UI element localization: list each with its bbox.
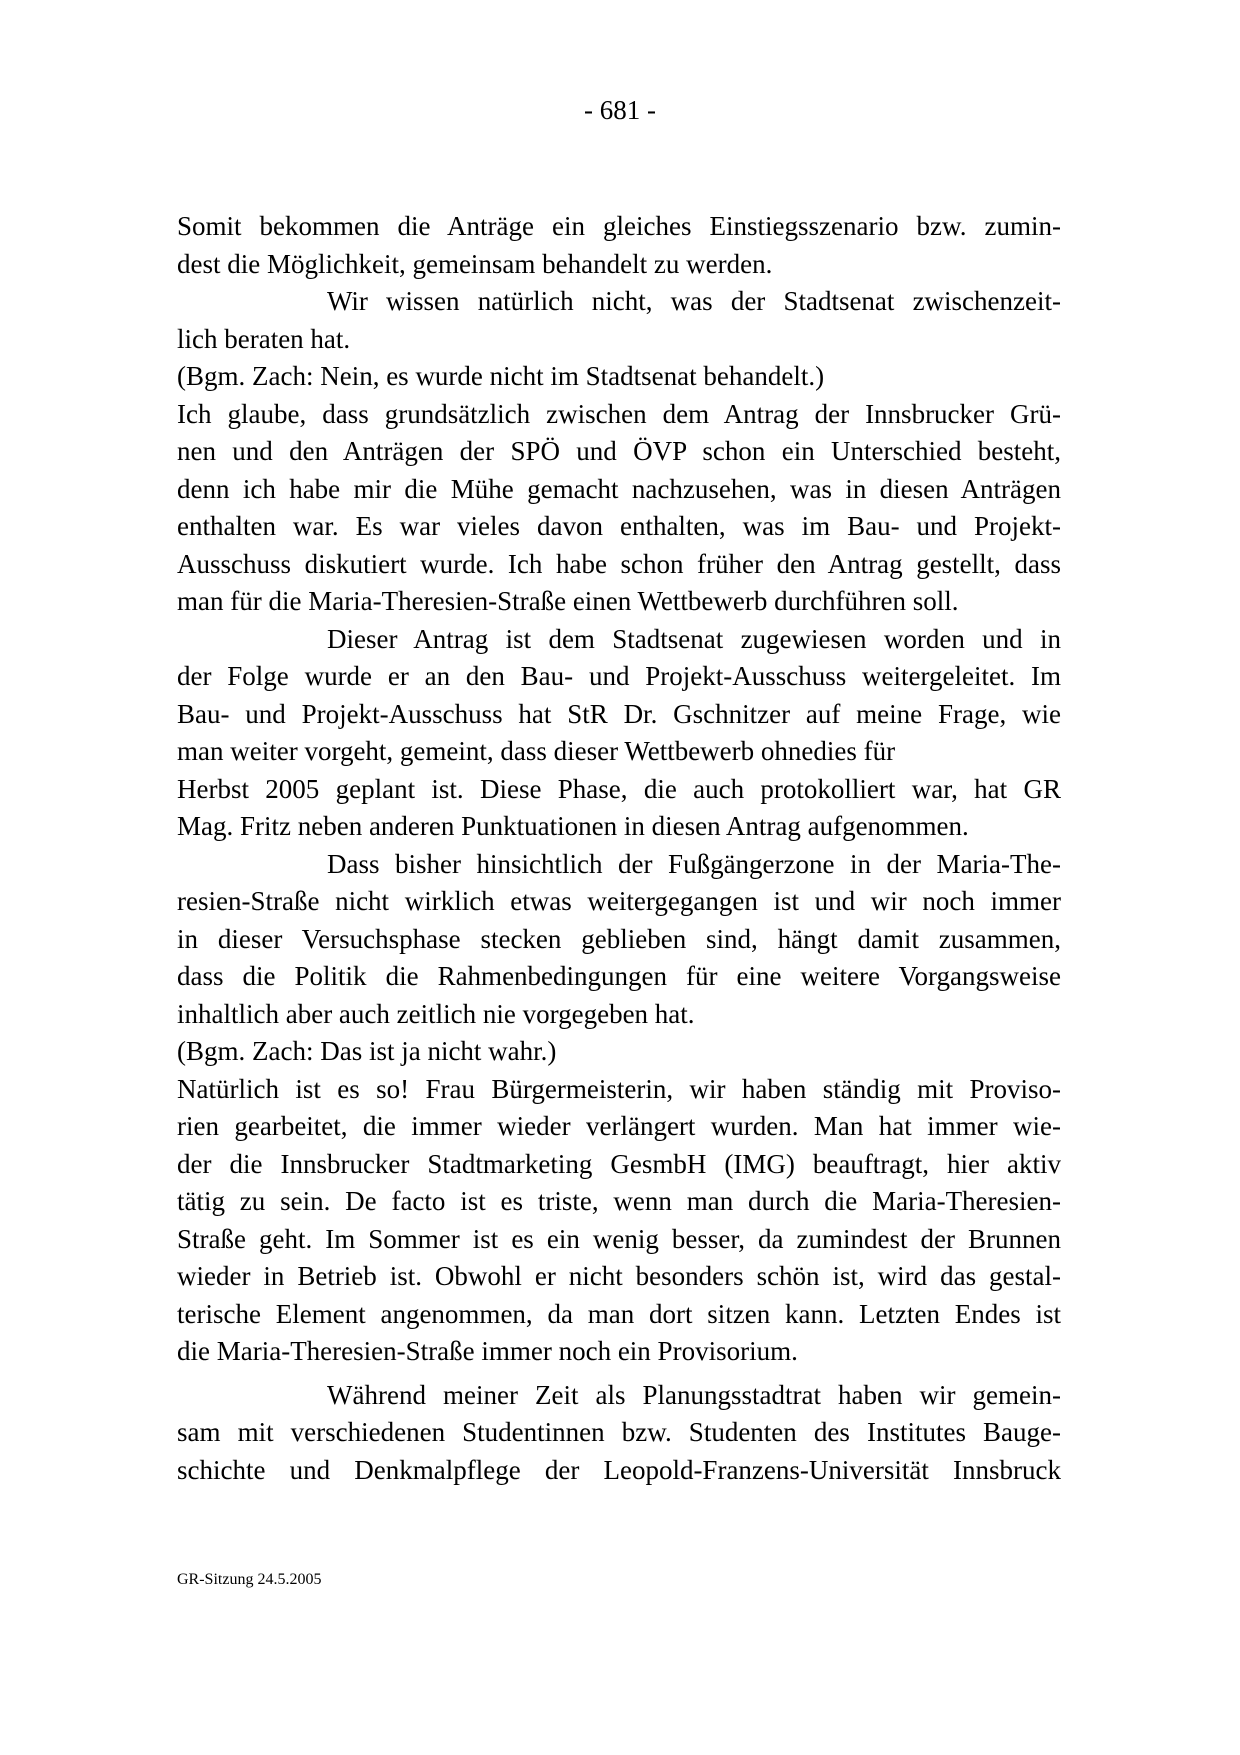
text-line: Bau- und Projekt-Ausschuss hat StR Dr. Gschnitzer auf meine Frage, wie xyxy=(177,698,1061,729)
text-line: der die Innsbrucker Stadtmarketing GesmbH (IMG) beauftragt, hier aktiv xyxy=(177,1148,1061,1179)
text-line: enthalten war. Es war vieles davon enthalten, was im Bau- und Projekt- xyxy=(177,511,1061,541)
text-line: man für die Maria-Theresien-Straße einen Wettbewerb durchführen soll. xyxy=(177,586,959,616)
text-line: man weiter vorgeht, gemeint, dass dieser Wettbewerb ohnedies für xyxy=(177,736,896,766)
interjection-line: (Bgm. Zach: Das ist ja nicht wahr.) xyxy=(177,1036,557,1066)
text-line: die Maria-Theresien-Straße immer noch ein Provisorium. xyxy=(177,1336,798,1366)
text-line: lich beraten hat. xyxy=(177,323,351,354)
footer-session-date: GR-Sitzung 24.5.2005 xyxy=(177,1571,322,1588)
text-line: Somit bekommen die Anträge ein gleiches Einstiegsszenario bzw. zumin- xyxy=(177,211,1061,241)
text-line: der Folge wurde er an den Bau- und Projekt-Ausschuss weitergeleitet. Im xyxy=(177,661,1061,691)
text-line: in dieser Versuchsphase stecken geblieben sind, hängt damit zusammen, xyxy=(177,923,1061,954)
text-line: Während meiner Zeit als Planungsstadtrat haben wir gemein- xyxy=(327,1379,1061,1410)
text-line: Ausschuss diskutiert wurde. Ich habe schon früher den Antrag gestellt, dass xyxy=(177,548,1061,579)
text-line: wieder in Betrieb ist. Obwohl er nicht besonders schön ist, wird das gestal- xyxy=(177,1261,1061,1291)
text-line: Dass bisher hinsichtlich der Fußgängerzone in der Maria-The- xyxy=(327,848,1061,879)
text-line: schichte und Denkmalpflege der Leopold-Franzens-Universität Innsbruck xyxy=(177,1454,1061,1485)
text-line: Dieser Antrag ist dem Stadtsenat zugewiesen worden und in xyxy=(327,623,1061,654)
text-line: terische Element angenommen, da man dort sitzen kann. Letzten Endes ist xyxy=(177,1298,1061,1329)
interjection-line: (Bgm. Zach: Nein, es wurde nicht im Stadtsenat behandelt.) xyxy=(177,361,825,391)
text-line: Herbst 2005 geplant ist. Diese Phase, die auch protokolliert war, hat GR xyxy=(177,773,1061,804)
text-line: resien-Straße nicht wirklich etwas weitergegangen ist und wir noch immer xyxy=(177,886,1061,916)
text-line: Mag. Fritz neben anderen Punktuationen in diesen Antrag aufgenommen. xyxy=(177,811,969,841)
body-text xyxy=(177,208,1061,1489)
page-number: - 681 - xyxy=(584,95,656,125)
text-line: Straße geht. Im Sommer ist es ein wenig besser, da zumindest der Brunnen xyxy=(177,1223,1061,1254)
text-line: Natürlich ist es so! Frau Bürgermeisterin, wir haben ständig mit Proviso- xyxy=(177,1073,1061,1104)
text-line: sam mit verschiedenen Studentinnen bzw. Studenten des Institutes Bauge- xyxy=(177,1417,1061,1447)
text-line: Ich glaube, dass grundsätzlich zwischen dem Antrag der Innsbrucker Grü- xyxy=(177,398,1061,429)
text-line: dass die Politik die Rahmenbedingungen für eine weitere Vorgangsweise xyxy=(177,961,1061,991)
text-line: nen und den Anträgen der SPÖ und ÖVP schon ein Unterschied besteht, xyxy=(177,436,1061,466)
text-line: denn ich habe mir die Mühe gemacht nachzusehen, was in diesen Anträgen xyxy=(177,473,1061,504)
text-line: dest die Möglichkeit, gemeinsam behandelt zu werden. xyxy=(177,248,773,279)
text-line: inhaltlich aber auch zeitlich nie vorgegeben hat. xyxy=(177,998,695,1029)
text-line: Wir wissen natürlich nicht, was der Stadtsenat zwischenzeit- xyxy=(327,286,1061,316)
text-line: rien gearbeitet, die immer wieder verlängert wurden. Man hat immer wie- xyxy=(177,1111,1061,1141)
text-line: tätig zu sein. De facto ist es triste, wenn man durch die Maria-Theresien- xyxy=(177,1186,1061,1216)
